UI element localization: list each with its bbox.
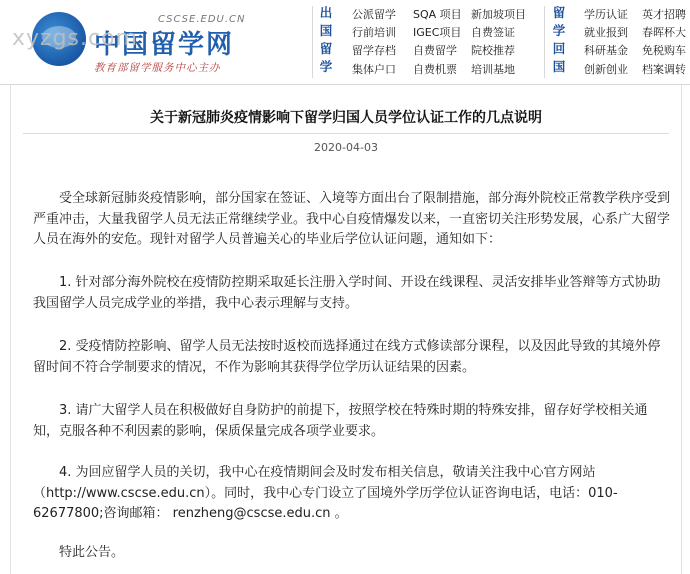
nav-return-col-2 xyxy=(642,6,686,79)
watermark: xyzgs.com xyxy=(12,26,138,51)
nav-section-outbound-label: 出国留学 xyxy=(319,5,333,74)
nav-item-jipiao[interactable]: 自费机票 xyxy=(413,62,457,76)
nav-item-jijin[interactable]: 科研基金 xyxy=(584,44,628,58)
nav-item-renzheng[interactable]: 学历认证 xyxy=(584,8,628,21)
nav-item-zifei[interactable]: 自费留学 xyxy=(413,44,457,58)
article-panel xyxy=(10,85,682,574)
nav-divider xyxy=(544,6,545,78)
nav-item-zhaopin[interactable]: 英才招聘 xyxy=(642,8,686,21)
nav-item-gouche[interactable]: 免税购车 xyxy=(642,44,686,58)
nav-item-peixun[interactable]: 培训基地 xyxy=(471,62,515,76)
nav-divider xyxy=(312,6,313,78)
nav-outbound-col-3 xyxy=(471,6,526,79)
nav-outbound-col-1 xyxy=(352,6,396,79)
nav-item-singapore[interactable]: 新加坡项目 xyxy=(471,8,526,21)
nav-item-chunhui[interactable]: 春晖杯大 xyxy=(642,26,686,40)
logo-site-name: 中国留学网 xyxy=(94,30,235,60)
nav-item-hukou[interactable]: 集体户口 xyxy=(352,62,396,76)
nav-outbound-col-2 xyxy=(413,6,462,79)
article-paragraph-3: 3. 请广大留学人员在积极做好自身防护的前提下，按照学校在特殊时期的特殊安排，留存好学校相关通知，克服各种不利因素的影响，保质保量完成各项学业要求。 xyxy=(33,403,648,439)
nav-return-col-1 xyxy=(584,6,628,79)
title-divider xyxy=(23,133,669,134)
nav-item-sqa[interactable]: SQA 项目 xyxy=(413,8,462,21)
article-title: 关于新冠肺炎疫情影响下留学归国人员学位认证工作的几点说明 xyxy=(150,110,542,126)
article-paragraph-4: 4. 为回应留学人员的关切，我中心在疫情期间会及时发布相关信息，敬请关注我中心官方网站（http://www.cscse.edu.cn）。同时，我中心专门设立了国境外学历学位认证咨询电话，电话：010-62677800;咨询邮箱： renzheng@cscse.edu.cn 。 xyxy=(33,465,618,521)
nav-item-xingqian[interactable]: 行前培训 xyxy=(352,26,396,40)
article-paragraph-1: 1. 针对部分海外院校在疫情防控期采取延长注册入学时间、开设在线课程、灵活安排毕业答辩等方式协助我国留学人员完成学业的举措，我中心表示理解与支持。 xyxy=(33,275,661,311)
nav-item-yuanxiao[interactable]: 院校推荐 xyxy=(471,44,515,58)
site-header xyxy=(0,0,690,84)
article-paragraph-closing: 特此公告。 xyxy=(59,545,125,560)
article-paragraph-2: 2. 受疫情防控影响、留学人员无法按时返校而选择通过在线方式修读部分课程，以及因此导致的其境外停留时间不符合学制要求的情况，不作为影响其获得学位学历认证结果的因素。 xyxy=(33,339,661,375)
logo-domain: CSCSE.EDU.CN xyxy=(158,14,246,25)
nav-item-chuangye[interactable]: 创新创业 xyxy=(584,62,628,76)
nav-section-return-label: 留学回国 xyxy=(552,5,566,74)
article-paragraph-intro: 受全球新冠肺炎疫情影响，部分国家在签证、入境等方面出台了限制措施，部分海外院校正常教学秩序受到严重冲击，大量我留学人员无法正常继续学业。我中心自疫情爆发以来，一直密切关注形势发展，心系广大留学人员在海外的安危。现针对留学人员普遍关心的毕业后学位认证问题，通知如下： xyxy=(33,191,671,247)
nav-item-baodao[interactable]: 就业报到 xyxy=(584,26,628,40)
nav-item-qianzheng[interactable]: 自费签证 xyxy=(471,26,515,40)
nav-item-gongpai[interactable]: 公派留学 xyxy=(352,8,396,21)
nav-item-cundang[interactable]: 留学存档 xyxy=(352,44,396,58)
article-date: 2020-04-03 xyxy=(314,141,378,154)
logo-slogan: 教育部留学服务中心主办 xyxy=(94,62,221,74)
nav-item-igec[interactable]: IGEC项目 xyxy=(413,26,462,40)
nav-item-dangan[interactable]: 档案调转 xyxy=(642,62,686,76)
